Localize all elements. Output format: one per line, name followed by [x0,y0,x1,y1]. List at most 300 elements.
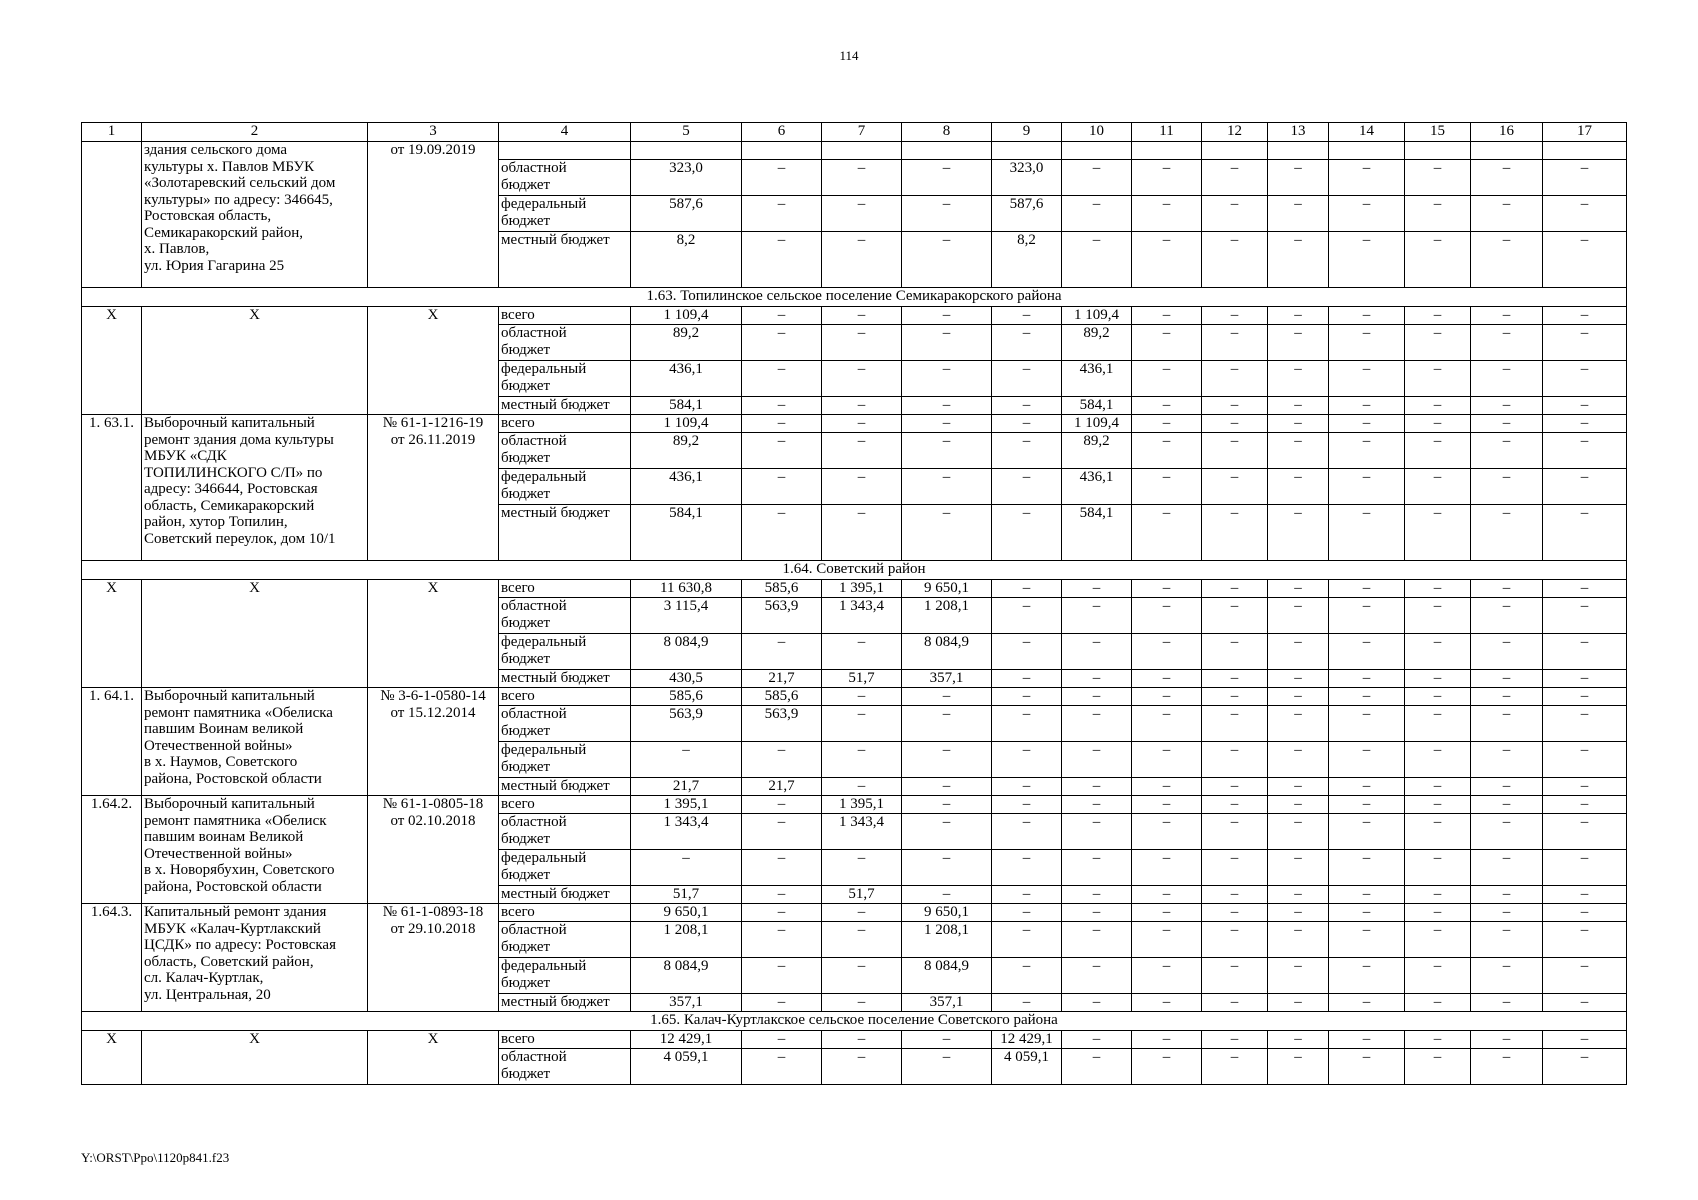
value-cell: – [1543,361,1627,397]
value-cell: – [1268,922,1329,958]
value-cell: – [1132,598,1202,634]
item-number: 1. 63.1. [82,415,142,561]
value-cell: – [1062,778,1132,796]
value-cell: – [742,505,822,561]
value-cell: – [992,886,1062,904]
funding-source: всего [499,688,631,706]
value-cell: – [1471,1031,1543,1049]
value-cell: – [902,361,992,397]
value-cell: – [1132,433,1202,469]
value-cell: – [902,433,992,469]
value-cell: – [1062,922,1132,958]
value-cell: – [902,307,992,325]
value-cell: – [902,325,992,361]
value-cell: – [1268,415,1329,433]
value-cell: – [1471,778,1543,796]
value-cell: – [822,505,902,561]
value-cell: – [742,397,822,415]
value-cell: – [1062,886,1132,904]
value-cell: – [1543,706,1627,742]
funding-source: местный бюджет [499,397,631,415]
value-cell: – [1132,1031,1202,1049]
value-cell: 1 343,4 [631,814,742,850]
item-document: № 61-1-0805-18 от 02.10.2018 [368,796,499,904]
value-cell: – [1268,307,1329,325]
value-cell: – [992,433,1062,469]
value-cell [1132,142,1202,160]
column-header: 17 [1543,123,1627,142]
table-row [82,1031,1627,1049]
value-cell: – [992,598,1062,634]
value-cell: 1 395,1 [822,796,902,814]
value-cell: 21,7 [742,778,822,796]
value-cell: – [1268,160,1329,196]
value-cell: – [1268,958,1329,994]
value-cell: 8 084,9 [631,958,742,994]
value-cell: – [1405,634,1471,670]
value-cell: 8 084,9 [902,634,992,670]
table-row [82,796,1627,814]
value-cell: – [1543,1049,1627,1085]
value-cell: – [1062,688,1132,706]
value-cell: – [1405,232,1471,288]
value-cell: – [822,325,902,361]
value-cell: – [1471,325,1543,361]
funding-source: областной бюджет [499,1049,631,1085]
value-cell: – [902,505,992,561]
item-name: Выборочный капитальный ремонт памятника «Обелиска павшим Воинам великой Отечественной войны» в х. Наумов, Советского района, Ростовской области [142,688,368,796]
value-cell: 563,9 [742,598,822,634]
table-row [82,580,1627,598]
value-cell: – [1202,958,1268,994]
value-cell: 1 343,4 [822,598,902,634]
value-cell: – [1202,325,1268,361]
value-cell: 357,1 [902,994,992,1012]
value-cell: – [1062,634,1132,670]
value-cell: – [822,922,902,958]
value-cell: 8,2 [992,232,1062,288]
value-cell: – [1062,850,1132,886]
value-cell: – [1329,994,1405,1012]
value-cell: 584,1 [1062,505,1132,561]
value-cell: 51,7 [631,886,742,904]
value-cell: – [822,307,902,325]
value-cell: – [1132,886,1202,904]
value-cell: – [1329,361,1405,397]
value-cell: – [1202,922,1268,958]
funding-source: местный бюджет [499,505,631,561]
value-cell: – [742,1031,822,1049]
item-name: Выборочный капитальный ремонт памятника «Обелиск павшим воинам Великой Отечественной войны» в х. Новорябухин, Советского района, Ростовской области [142,796,368,904]
value-cell: – [992,958,1062,994]
value-cell: – [1132,469,1202,505]
value-cell: 89,2 [1062,325,1132,361]
funding-source: областной бюджет [499,433,631,469]
value-cell: 357,1 [631,994,742,1012]
value-cell: – [1471,886,1543,904]
value-cell: – [1405,796,1471,814]
value-cell: 12 429,1 [992,1031,1062,1049]
value-cell: – [1329,958,1405,994]
value-cell: 585,6 [742,688,822,706]
funding-source: всего [499,415,631,433]
value-cell: – [992,415,1062,433]
funding-source: местный бюджет [499,778,631,796]
value-cell: – [1471,922,1543,958]
value-cell: 9 650,1 [631,904,742,922]
value-cell [902,142,992,160]
table-row [82,307,1627,325]
item-name: Х [142,307,368,415]
value-cell: – [1543,670,1627,688]
value-cell: – [1202,361,1268,397]
value-cell: 436,1 [631,361,742,397]
value-cell: – [1329,706,1405,742]
column-header: 7 [822,123,902,142]
value-cell: – [992,904,1062,922]
budget-table [81,122,1627,1085]
value-cell: – [1329,886,1405,904]
value-cell: – [992,922,1062,958]
value-cell: 436,1 [1062,361,1132,397]
value-cell: – [1543,469,1627,505]
value-cell: 1 343,4 [822,814,902,850]
value-cell: 1 109,4 [631,415,742,433]
value-cell: – [1062,598,1132,634]
value-cell: – [1132,688,1202,706]
value-cell: – [1268,796,1329,814]
value-cell: – [1062,232,1132,288]
value-cell: – [1132,634,1202,670]
value-cell: – [1202,433,1268,469]
funding-source [499,142,631,160]
value-cell: – [1329,397,1405,415]
table-row [82,415,1627,433]
file-path-footer: Y:\ORST\Ppo\1120p841.f23 [81,1150,230,1165]
value-cell: – [1405,688,1471,706]
value-cell: – [1471,469,1543,505]
value-cell: – [1329,160,1405,196]
item-document: Х [368,580,499,688]
value-cell: 436,1 [631,469,742,505]
value-cell: – [1405,958,1471,994]
value-cell: 8 084,9 [902,958,992,994]
value-cell: – [992,505,1062,561]
value-cell: – [742,415,822,433]
value-cell: – [822,706,902,742]
value-cell: – [1329,778,1405,796]
value-cell: – [1062,1031,1132,1049]
value-cell: – [1471,706,1543,742]
value-cell: 12 429,1 [631,1031,742,1049]
value-cell: – [1471,850,1543,886]
funding-source: всего [499,796,631,814]
funding-source: всего [499,1031,631,1049]
value-cell: – [822,688,902,706]
value-cell: – [1543,886,1627,904]
value-cell: – [992,706,1062,742]
value-cell: 8,2 [631,232,742,288]
value-cell: – [742,886,822,904]
table-row [82,142,1627,160]
value-cell: – [1405,886,1471,904]
value-cell: – [1405,160,1471,196]
value-cell: – [1132,958,1202,994]
funding-source: местный бюджет [499,994,631,1012]
value-cell: – [1202,232,1268,288]
value-cell: – [1132,994,1202,1012]
value-cell: – [742,742,822,778]
value-cell: – [1543,505,1627,561]
value-cell: – [1268,850,1329,886]
value-cell: – [902,1049,992,1085]
value-cell: – [1132,814,1202,850]
value-cell: – [1132,325,1202,361]
value-cell: – [1202,814,1268,850]
value-cell: – [1329,742,1405,778]
value-cell: – [992,742,1062,778]
value-cell: – [1405,904,1471,922]
funding-source: федеральный бюджет [499,634,631,670]
value-cell [631,142,742,160]
value-cell: 357,1 [902,670,992,688]
value-cell: – [1268,433,1329,469]
value-cell: – [742,469,822,505]
value-cell: – [1132,232,1202,288]
value-cell [1471,142,1543,160]
value-cell: – [1062,196,1132,232]
value-cell: – [902,688,992,706]
funding-source: федеральный бюджет [499,361,631,397]
item-number: 1.64.2. [82,796,142,904]
column-header: 9 [992,123,1062,142]
value-cell: – [1329,598,1405,634]
value-cell: – [902,232,992,288]
value-cell: – [992,325,1062,361]
value-cell: – [902,850,992,886]
value-cell: – [1543,922,1627,958]
value-cell: – [1132,580,1202,598]
value-cell: 585,6 [742,580,822,598]
value-cell: – [742,904,822,922]
value-cell: – [1329,580,1405,598]
value-cell: – [1471,232,1543,288]
value-cell: – [1268,580,1329,598]
value-cell: 4 059,1 [631,1049,742,1085]
value-cell: – [992,850,1062,886]
section-row [82,1012,1627,1031]
item-number: 1. 64.1. [82,688,142,796]
value-cell: – [1062,1049,1132,1085]
value-cell: 51,7 [822,670,902,688]
column-header: 6 [742,123,822,142]
value-cell: – [822,469,902,505]
value-cell: – [1405,706,1471,742]
funding-source: всего [499,307,631,325]
column-header: 3 [368,123,499,142]
value-cell: – [742,232,822,288]
value-cell: 323,0 [631,160,742,196]
value-cell: – [1062,160,1132,196]
value-cell: – [1405,433,1471,469]
column-header: 16 [1471,123,1543,142]
funding-source: федеральный бюджет [499,742,631,778]
value-cell: – [1543,196,1627,232]
value-cell: – [742,433,822,469]
value-cell: – [1202,904,1268,922]
column-header: 12 [1202,123,1268,142]
value-cell: 21,7 [631,778,742,796]
value-cell: – [1329,814,1405,850]
value-cell: – [1202,688,1268,706]
value-cell: – [1543,688,1627,706]
value-cell: – [1405,850,1471,886]
value-cell: – [1471,580,1543,598]
item-name: Х [142,580,368,688]
value-cell: – [822,415,902,433]
funding-source: областной бюджет [499,598,631,634]
value-cell: – [1202,598,1268,634]
value-cell: – [1405,598,1471,634]
value-cell: – [742,307,822,325]
value-cell: – [1471,688,1543,706]
column-header: 1 [82,123,142,142]
value-cell: – [822,397,902,415]
value-cell: – [742,994,822,1012]
value-cell: – [1202,469,1268,505]
value-cell: 1 208,1 [631,922,742,958]
value-cell: – [1471,796,1543,814]
funding-source: местный бюджет [499,670,631,688]
value-cell: 436,1 [1062,469,1132,505]
page-number: 114 [839,48,859,63]
value-cell [1268,142,1329,160]
value-cell [742,142,822,160]
value-cell: – [1329,307,1405,325]
value-cell: – [1202,196,1268,232]
value-cell: – [1329,904,1405,922]
value-cell: 1 208,1 [902,598,992,634]
value-cell: – [1268,1049,1329,1085]
value-cell [1405,142,1471,160]
value-cell: – [1202,850,1268,886]
value-cell: – [1202,994,1268,1012]
value-cell: – [1268,397,1329,415]
value-cell: – [1132,904,1202,922]
value-cell [1202,142,1268,160]
value-cell [992,142,1062,160]
value-cell: – [1471,397,1543,415]
value-cell: – [902,796,992,814]
funding-source: федеральный бюджет [499,850,631,886]
value-cell: – [742,160,822,196]
funding-source: областной бюджет [499,160,631,196]
value-cell: 11 630,8 [631,580,742,598]
value-cell: – [1202,670,1268,688]
item-document: Х [368,307,499,415]
value-cell: 584,1 [1062,397,1132,415]
value-cell: – [1543,742,1627,778]
column-header-row [82,123,1627,142]
value-cell: – [822,361,902,397]
value-cell: – [822,958,902,994]
value-cell: – [1132,922,1202,958]
value-cell: – [1132,160,1202,196]
item-document: № 61-1-1216-19 от 26.11.2019 [368,415,499,561]
table-row [82,688,1627,706]
value-cell: – [1405,325,1471,361]
value-cell: – [822,433,902,469]
value-cell: – [992,688,1062,706]
value-cell: – [1405,469,1471,505]
item-document: № 3-6-1-0580-14 от 15.12.2014 [368,688,499,796]
value-cell: – [742,796,822,814]
value-cell: – [1471,634,1543,670]
value-cell: – [1132,307,1202,325]
value-cell: 1 395,1 [631,796,742,814]
value-cell: – [1543,325,1627,361]
value-cell: – [1405,397,1471,415]
item-name: Выборочный капитальный ремонт здания дома культуры МБУК «СДК ТОПИЛИНСКОГО С/П» по адресу: 346644, Ростовская область, Семикаракорский район, хутор Топилин, Советский переулок, дом 10/1 [142,415,368,561]
value-cell: – [1268,886,1329,904]
value-cell: – [1202,580,1268,598]
value-cell: 1 109,4 [1062,415,1132,433]
value-cell: 1 109,4 [631,307,742,325]
value-cell: – [1471,598,1543,634]
value-cell: – [1329,325,1405,361]
value-cell: 1 109,4 [1062,307,1132,325]
value-cell: – [1268,1031,1329,1049]
value-cell: – [1268,196,1329,232]
item-number: Х [82,580,142,688]
value-cell: – [1132,505,1202,561]
value-cell: 3 115,4 [631,598,742,634]
value-cell: – [1543,634,1627,670]
value-cell: – [902,1031,992,1049]
value-cell: – [1062,706,1132,742]
value-cell: – [1471,670,1543,688]
value-cell: – [902,397,992,415]
value-cell: 584,1 [631,505,742,561]
value-cell: 89,2 [1062,433,1132,469]
value-cell: – [742,850,822,886]
value-cell: – [1405,1031,1471,1049]
value-cell: – [1543,796,1627,814]
value-cell: – [902,778,992,796]
value-cell: – [1268,361,1329,397]
value-cell: – [1062,742,1132,778]
value-cell: – [1132,670,1202,688]
value-cell: – [1329,1049,1405,1085]
value-cell: – [902,196,992,232]
value-cell: – [1202,778,1268,796]
value-cell: – [1329,415,1405,433]
value-cell: – [1268,469,1329,505]
value-cell: 21,7 [742,670,822,688]
funding-source: всего [499,904,631,922]
value-cell: – [1268,232,1329,288]
value-cell: – [1471,307,1543,325]
value-cell: – [1543,850,1627,886]
value-cell: – [1062,814,1132,850]
value-cell: – [1202,634,1268,670]
value-cell: 430,5 [631,670,742,688]
value-cell: – [1405,307,1471,325]
item-number: 1.64.3. [82,904,142,1012]
value-cell: – [992,670,1062,688]
value-cell [1543,142,1627,160]
value-cell: – [742,634,822,670]
